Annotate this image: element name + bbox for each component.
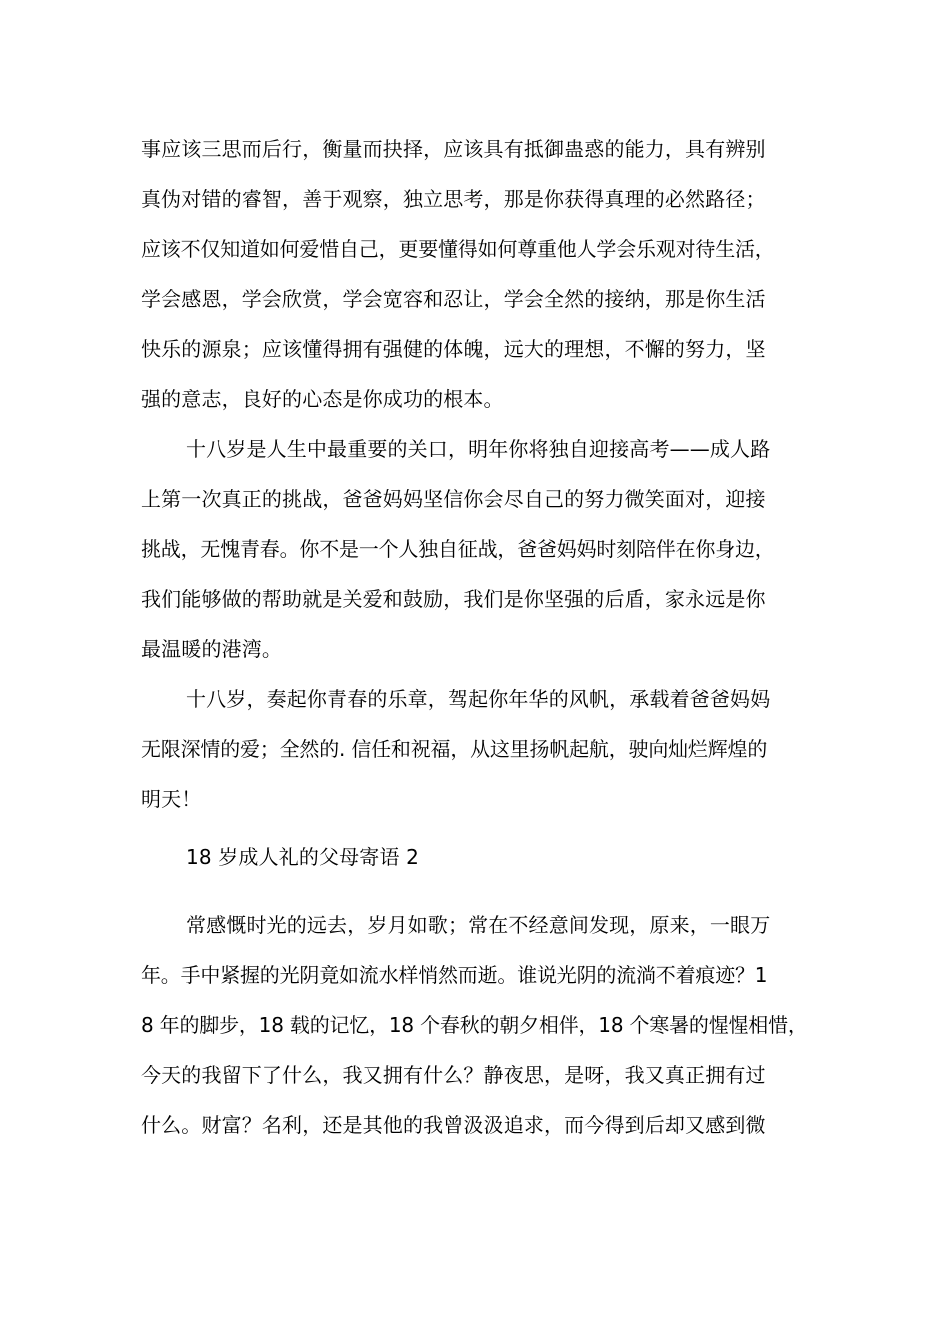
text-line: 学会感恩，学会欣赏，学会宽容和忍让，学会全然的接纳，那是你生活 bbox=[141, 287, 766, 311]
text-line: 事应该三思而后行，衡量而抉择，应该具有抵御蛊惑的能力，具有辨别 bbox=[141, 137, 766, 161]
text-line: 应该不仅知道如何爱惜自己，更要懂得如何尊重他人学会乐观对待生活， bbox=[141, 237, 775, 261]
text-line: 快乐的源泉；应该懂得拥有强健的体魄，远大的理想，不懈的努力，坚 bbox=[141, 337, 766, 361]
section-heading: 18 岁成人礼的父母寄语 2 bbox=[186, 845, 419, 869]
text-line: 强的意志，良好的心态是你成功的根本。 bbox=[141, 387, 504, 411]
text-line: 上第一次真正的挑战，爸爸妈妈坚信你会尽自己的努力微笑面对，迎接 bbox=[141, 487, 766, 511]
paragraph-start-line: 十八岁是人生中最重要的关口，明年你将独自迎接高考——成人路 bbox=[186, 437, 771, 461]
text-line: 8 年的脚步，18 载的记忆，18 个春秋的朝夕相伴，18 个寒暑的惺惺相惜， bbox=[141, 1013, 808, 1037]
text-line: 挑战，无愧青春。你不是一个人独自征战，爸爸妈妈时刻陪伴在你身边， bbox=[141, 537, 775, 561]
text-line: 年。手中紧握的光阴竟如流水样悄然而逝。谁说光阴的流淌不着痕迹？1 bbox=[141, 963, 768, 987]
text-line: 什么。财富？名利，还是其他的我曾汲汲追求，而今得到后却又感到微 bbox=[141, 1113, 766, 1137]
text-line: 明天！ bbox=[141, 787, 202, 811]
paragraph-start-line: 常感慨时光的远去，岁月如歌；常在不经意间发现，原来，一眼万 bbox=[186, 913, 771, 937]
text-line: 真伪对错的睿智，善于观察，独立思考，那是你获得真理的必然路径； bbox=[141, 187, 766, 211]
text-line: 今天的我留下了什么，我又拥有什么？静夜思，是呀，我又真正拥有过 bbox=[141, 1063, 766, 1087]
text-line: 最温暖的港湾。 bbox=[141, 637, 283, 661]
text-line: 无限深情的爱；全然的. 信任和祝福，从这里扬帆起航，驶向灿烂辉煌的 bbox=[141, 737, 768, 761]
paragraph-start-line: 十八岁，奏起你青春的乐章，驾起你年华的风帆，承载着爸爸妈妈 bbox=[186, 687, 771, 711]
text-line: 我们能够做的帮助就是关爱和鼓励，我们是你坚强的后盾，家永远是你 bbox=[141, 587, 766, 611]
